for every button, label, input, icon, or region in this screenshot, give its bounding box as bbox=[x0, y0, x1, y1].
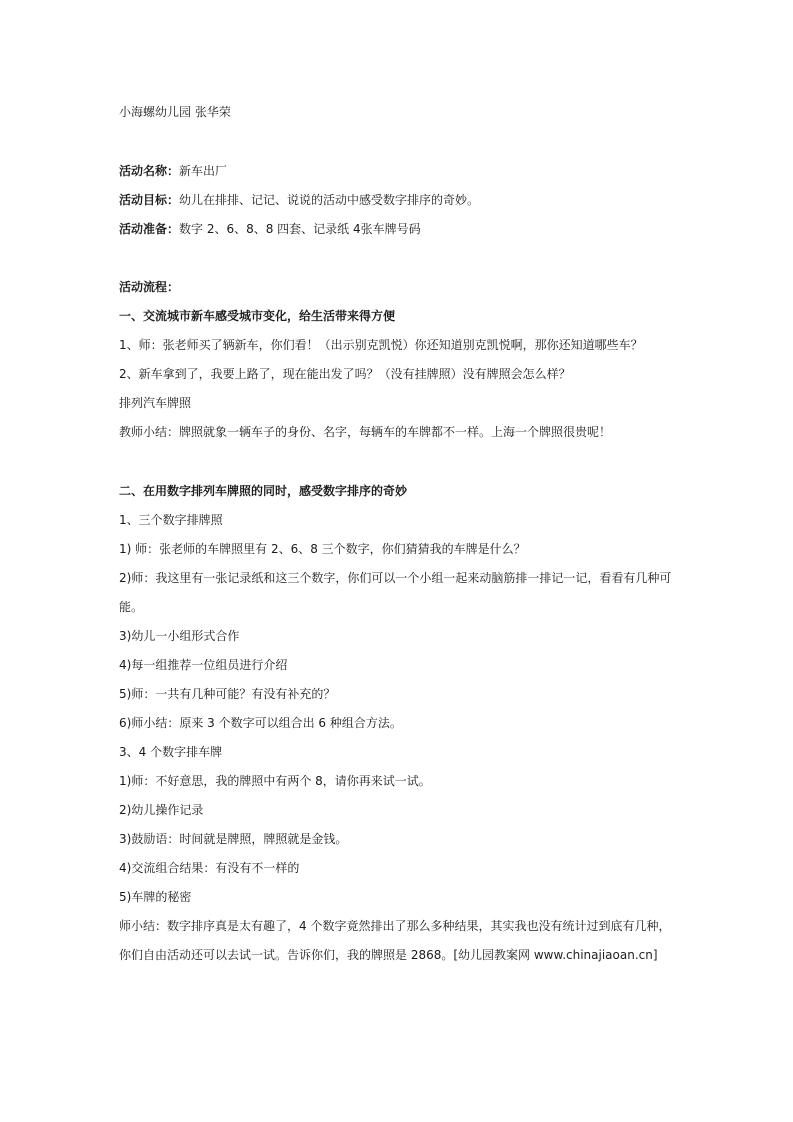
section-2-line: 5)车牌的秘密 bbox=[119, 890, 192, 904]
final-line-text: 你们自由活动还可以去试一试。告诉你们，我的牌照是 2868。 bbox=[119, 948, 454, 962]
section-1-line: 教师小结：牌照就象一辆车子的身份、名字，每辆车的车牌都不一样。上海一个牌照很贵呢！ bbox=[119, 425, 612, 439]
section-2-title: 二、在用数字排列车牌照的同时，感受数字排序的奇妙 bbox=[119, 484, 408, 498]
section-2-line: 2)师：我这里有一张记录纸和这三个数字，你们可以一个小组一起来动脑筋排一排记一记，看看有几种可 bbox=[119, 571, 672, 585]
process-label: 活动流程： bbox=[119, 280, 180, 294]
section-2-line: 师小结：数字排序真是太有趣了，4 个数字竟然排出了那么多种结果，其实我也没有统计过到底有几种， bbox=[119, 919, 671, 933]
activity-prep-value: 数字 2、6、8、8 四套、记录纸 4张车牌号码 bbox=[179, 222, 421, 236]
activity-goal-label: 活动目标： bbox=[119, 193, 180, 207]
section-2-line: 2)幼儿操作记录 bbox=[119, 803, 204, 817]
source-link[interactable]: [幼儿园教案网 www.chinajiaoan.cn] bbox=[453, 948, 658, 962]
section-1-line: 排列汽车牌照 bbox=[119, 396, 192, 410]
activity-goal-value: 幼儿在排排、记记、说说的活动中感受数字排序的奇妙。 bbox=[179, 193, 480, 207]
section-2-line: 4)交流组合结果：有没有不一样的 bbox=[119, 861, 300, 875]
section-2-line: 6)师小结：原来 3 个数字可以组合出 6 种组合方法。 bbox=[119, 716, 402, 730]
section-2-line: 3)幼儿一小组形式合作 bbox=[119, 629, 240, 643]
activity-prep-row bbox=[119, 221, 679, 237]
section-2-sub-1: 1、三个数字排牌照 bbox=[119, 513, 223, 527]
activity-goal-row bbox=[119, 192, 679, 208]
section-2-line: 能。 bbox=[119, 600, 144, 614]
author-line: 小海螺幼儿园 张华荣 bbox=[119, 105, 231, 119]
section-2-sub-3: 3、4 个数字排车牌 bbox=[119, 745, 223, 759]
section-2-line: 1)师：不好意思，我的牌照中有两个 8，请你再来试一试。 bbox=[119, 774, 431, 788]
section-2-line: 5)师：一共有几种可能？有没有补充的？ bbox=[119, 687, 336, 701]
activity-name-row bbox=[119, 163, 679, 179]
activity-name-label: 活动名称： bbox=[119, 164, 180, 178]
section-2-line: 1) 师：张老师的车牌照里有 2、6、8 三个数字，你们猜猜我的车牌是什么？ bbox=[119, 542, 526, 556]
section-2-line: 3)鼓励语：时间就是牌照，牌照就是金钱。 bbox=[119, 832, 348, 846]
section-1-title: 一、交流城市新车感受城市变化，给生活带来得方便 bbox=[119, 309, 396, 323]
activity-name-value: 新车出厂 bbox=[179, 164, 228, 178]
activity-prep-label: 活动准备： bbox=[119, 222, 180, 236]
final-line bbox=[119, 947, 679, 963]
section-2-line: 4)每一组推荐一位组员进行介绍 bbox=[119, 658, 288, 672]
section-1-line: 2、新车拿到了，我要上路了，现在能出发了吗？（没有挂牌照）没有牌照会怎么样？ bbox=[119, 367, 571, 381]
section-1-line: 1、师：张老师买了辆新车，你们看！（出示别克凯悦）你还知道别克凯悦啊，那你还知道哪些车？ bbox=[119, 338, 643, 352]
